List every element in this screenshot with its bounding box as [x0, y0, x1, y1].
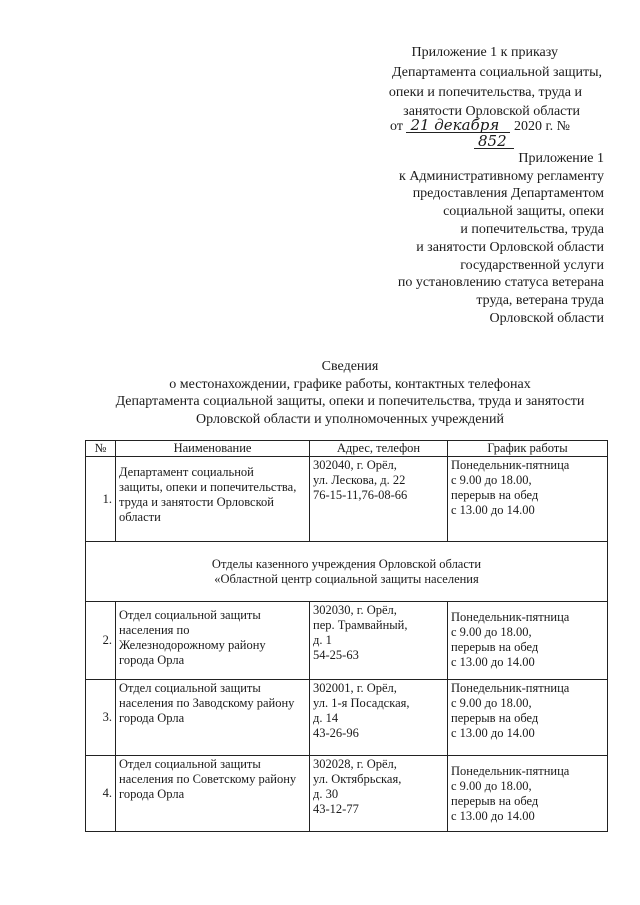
order-number-line [474, 134, 514, 151]
handwritten-date: 21 декабря [406, 118, 510, 133]
schedule-line: перерыв на обед [451, 794, 539, 808]
table-row [86, 756, 608, 832]
name-line: Отдел социальной защиты [119, 608, 261, 622]
table-row [86, 457, 608, 542]
name-line: области [119, 510, 161, 524]
row-schedule [448, 457, 608, 542]
date-prefix: от [390, 119, 403, 134]
name-line: труда и занятости Орловской [119, 495, 274, 509]
doc-title-line-2: о местонахождении, графике работы, контактных телефонах [169, 377, 531, 392]
schedule-line: с 9.00 до 18.00, [451, 473, 532, 487]
annex-order-line-3: опеки и попечительства, труда и [388, 85, 582, 100]
section-row [86, 542, 608, 602]
address-line: 54-25-63 [313, 648, 359, 662]
schedule-line: Понедельник-пятница [451, 610, 570, 624]
address-line: 302030, г. Орёл, [313, 603, 397, 617]
name-line: населения по [119, 623, 190, 637]
annex-reg-line-8: по установлению статуса ветерана [397, 275, 604, 290]
row-number: 2. [86, 602, 116, 680]
row-number: 1. [86, 457, 116, 542]
row-name [116, 457, 310, 542]
annex-order-line-2: Департамента социальной защиты, [392, 65, 602, 80]
name-line: населения по Советскому району [119, 772, 297, 786]
schedule-line: с 13.00 до 14.00 [451, 655, 535, 669]
annex-reg-line-10: Орловской области [489, 311, 604, 326]
annex-reg-line-5: и попечительства, труда [460, 222, 604, 237]
annex-reg-line-1: Приложение 1 [518, 151, 604, 166]
doc-title-line-1: Сведения [321, 359, 379, 374]
header-number: № [86, 441, 116, 457]
schedule-line: перерыв на обед [451, 640, 539, 654]
row-address [310, 756, 448, 832]
section-line: Отделы казенного учреждения Орловской области [211, 556, 482, 571]
row-number: 4. [86, 756, 116, 832]
row-number: 3. [86, 680, 116, 756]
address-line: ул. Лескова, д. 22 [313, 473, 406, 487]
name-line: города Орла [119, 787, 185, 801]
row-schedule [448, 602, 608, 680]
row-name [116, 602, 310, 680]
address-line: 302040, г. Орёл, [313, 458, 397, 472]
row-schedule [448, 756, 608, 832]
doc-title-line-4: Орловской области и уполномоченных учреждений [196, 412, 504, 427]
table-row [86, 602, 608, 680]
header-address: Адрес, телефон [310, 441, 448, 457]
address-line: 76-15-11,76-08-66 [313, 488, 408, 502]
name-line: Железнодорожному району [119, 638, 266, 652]
name-line: защиты, опеки и попечительства, [119, 480, 297, 494]
annex-reg-line-4: социальной защиты, опеки [443, 204, 604, 219]
row-address [310, 457, 448, 542]
schedule-line: с 13.00 до 14.00 [451, 503, 535, 517]
annex-order-line-1: Приложение 1 к приказу [411, 45, 558, 60]
schedule-line: Понедельник-пятница [451, 681, 570, 695]
address-line: 43-26-96 [313, 726, 359, 740]
name-line: Отдел социальной защиты [119, 757, 261, 771]
handwritten-number: 852 [474, 134, 514, 149]
header-name: Наименование [116, 441, 310, 457]
address-line: 302001, г. Орёл, [313, 681, 397, 695]
section-line: «Областной центр социальной защиты населения [214, 571, 479, 586]
schedule-line: с 9.00 до 18.00, [451, 696, 532, 710]
annex-reg-line-2: к Административному регламенту [399, 169, 604, 184]
annex-reg-line-7: государственной услуги [460, 258, 604, 273]
address-line: 43-12-77 [313, 802, 359, 816]
schedule-line: с 9.00 до 18.00, [451, 625, 532, 639]
name-line: города Орла [119, 653, 185, 667]
row-name [116, 756, 310, 832]
name-line: города Орла [119, 711, 185, 725]
doc-title-line-3: Департамента социальной защиты, опеки и попечительства, труда и занятости [115, 394, 585, 409]
table-header-row [86, 441, 608, 457]
annex-order-line-4: занятости Орловской области [403, 104, 580, 119]
address-line: д. 1 [313, 633, 332, 647]
address-line: д. 14 [313, 711, 339, 725]
annex-reg-line-9: труда, ветерана труда [476, 293, 604, 308]
section-title [86, 542, 608, 602]
offices-table [85, 440, 608, 832]
row-address [310, 602, 448, 680]
schedule-line: Понедельник-пятница [451, 764, 570, 778]
schedule-line: с 9.00 до 18.00, [451, 779, 532, 793]
year-suffix: 2020 г. № [513, 119, 570, 134]
name-line: населения по Заводскому району [119, 696, 295, 710]
name-line: Отдел социальной защиты [119, 681, 261, 695]
address-line: пер. Трамвайный, [313, 618, 408, 632]
table-row [86, 680, 608, 756]
schedule-line: с 13.00 до 14.00 [451, 726, 535, 740]
row-address [310, 680, 448, 756]
address-line: ул. Октябрьская, [313, 772, 402, 786]
annex-reg-line-6: и занятости Орловской области [416, 240, 604, 255]
address-line: ул. 1-я Посадская, [313, 696, 410, 710]
address-line: 302028, г. Орёл, [313, 757, 397, 771]
row-name [116, 680, 310, 756]
annex-reg-line-3: предоставления Департаментом [412, 186, 604, 201]
schedule-line: с 13.00 до 14.00 [451, 809, 535, 823]
schedule-line: Понедельник-пятница [451, 458, 570, 472]
name-line: Департамент социальной [119, 465, 254, 479]
address-line: д. 30 [313, 787, 339, 801]
row-schedule [448, 680, 608, 756]
schedule-line: перерыв на обед [451, 488, 539, 502]
header-schedule: График работы [448, 441, 608, 457]
schedule-line: перерыв на обед [451, 711, 539, 725]
